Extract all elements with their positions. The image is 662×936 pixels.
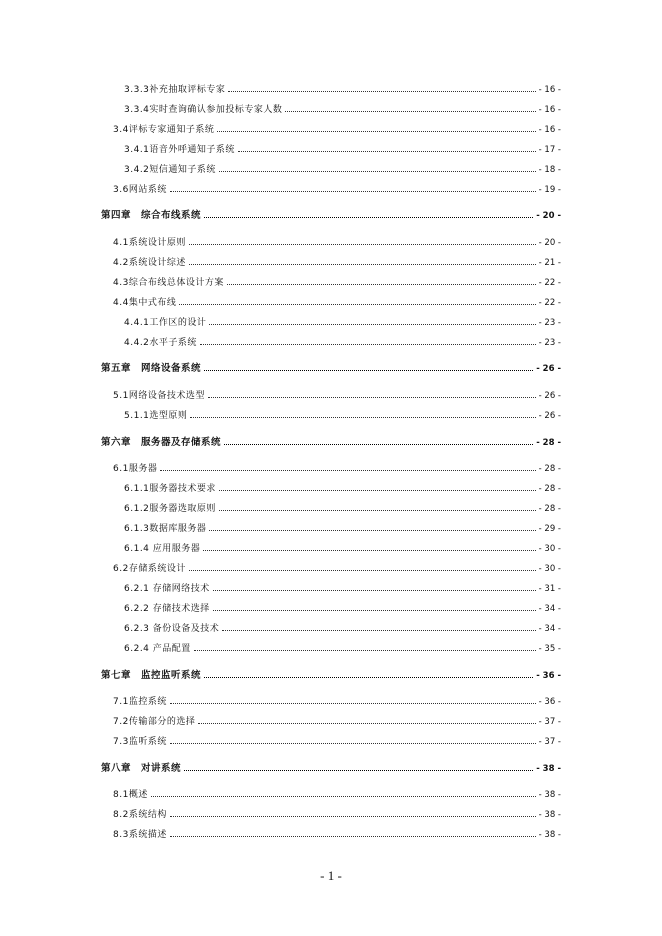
toc-entry[interactable] bbox=[113, 124, 561, 136]
dot-leader bbox=[238, 150, 536, 152]
toc-entry-label: 6.1.3数据库服务器 bbox=[124, 524, 207, 534]
toc-entry[interactable] bbox=[113, 184, 561, 196]
toc-entry-label: 3.3.3补充抽取评标专家 bbox=[124, 85, 226, 95]
toc-entry[interactable] bbox=[124, 623, 561, 635]
dot-leader bbox=[200, 343, 536, 345]
toc-entry-label: 3.3.4实时查询确认参加投标专家人数 bbox=[124, 105, 283, 115]
toc-entry-label: 3.6网站系统 bbox=[113, 185, 167, 195]
dot-leader bbox=[203, 549, 535, 551]
toc-entry-label: 6.2.4 产品配置 bbox=[124, 644, 191, 654]
toc-entry-label: 4.4.1工作区的设计 bbox=[124, 318, 207, 328]
dot-leader bbox=[219, 170, 536, 172]
dot-leader bbox=[179, 303, 535, 305]
toc-chapter-entry[interactable] bbox=[101, 670, 561, 682]
toc-entry-label: 3.4评标专家通知子系统 bbox=[113, 125, 215, 135]
toc-entry-label: 6.2.3 备份设备及技术 bbox=[124, 624, 220, 634]
toc-entry-page: - 18 - bbox=[538, 165, 561, 175]
dot-leader bbox=[217, 130, 535, 132]
toc-entry[interactable] bbox=[124, 583, 561, 595]
toc-entry-label: 第六章 服务器及存储系统 bbox=[101, 437, 222, 448]
toc-entry-page: - 28 - bbox=[536, 438, 561, 448]
toc-entry-page: - 20 - bbox=[536, 211, 561, 221]
toc-entry-label: 6.2存储系统设计 bbox=[113, 564, 186, 574]
toc-entry-page: - 20 - bbox=[538, 238, 561, 248]
toc-entry-page: - 16 - bbox=[538, 125, 561, 135]
dot-leader bbox=[189, 569, 536, 571]
toc-entry-label: 4.3综合布线总体设计方案 bbox=[113, 278, 224, 288]
toc-entry-page: - 37 - bbox=[538, 737, 561, 747]
toc-entry[interactable] bbox=[113, 696, 561, 708]
toc-entry[interactable] bbox=[124, 543, 561, 555]
toc-entry-label: 第七章 监控监听系统 bbox=[101, 670, 202, 681]
toc-entry-page: - 35 - bbox=[538, 644, 561, 654]
dot-leader bbox=[222, 629, 535, 631]
toc-entry-label: 6.2.2 存储技术选择 bbox=[124, 604, 210, 614]
toc-entry-page: - 34 - bbox=[538, 624, 561, 634]
dot-leader bbox=[285, 110, 535, 112]
toc-entry-label: 6.1.2服务器选取原则 bbox=[124, 504, 216, 514]
toc-entry[interactable] bbox=[124, 337, 561, 349]
dot-leader bbox=[224, 443, 533, 445]
dot-leader bbox=[170, 835, 536, 837]
toc-chapter-entry[interactable] bbox=[101, 437, 561, 449]
dot-leader bbox=[208, 396, 536, 398]
toc-entry-label: 3.4.1语音外呼通知子系统 bbox=[124, 145, 235, 155]
dot-leader bbox=[213, 589, 536, 591]
toc-entry-label: 5.1.1选型原则 bbox=[124, 411, 188, 421]
toc-entry-label: 8.3系统描述 bbox=[113, 830, 167, 840]
dot-leader bbox=[170, 190, 536, 192]
dot-leader bbox=[227, 283, 536, 285]
toc-entry-label: 4.2系统设计综述 bbox=[113, 258, 186, 268]
toc-entry-page: - 38 - bbox=[538, 830, 561, 840]
toc-entry-page: - 16 - bbox=[538, 105, 561, 115]
dot-leader bbox=[204, 369, 533, 371]
toc-entry[interactable] bbox=[113, 390, 561, 402]
toc-chapter-entry[interactable] bbox=[101, 363, 561, 375]
dot-leader bbox=[184, 769, 533, 771]
toc-entry-label: 第四章 综合布线系统 bbox=[101, 210, 202, 221]
dot-leader bbox=[219, 509, 536, 511]
dot-leader bbox=[209, 323, 535, 325]
toc-entry[interactable] bbox=[124, 410, 561, 422]
toc-entry-page: - 30 - bbox=[538, 544, 561, 554]
toc-entry[interactable] bbox=[124, 503, 561, 515]
toc-chapter-entry[interactable] bbox=[101, 763, 561, 775]
toc-entry-label: 6.1服务器 bbox=[113, 464, 158, 474]
toc-entry-page: - 38 - bbox=[536, 764, 561, 774]
toc-entry-page: - 23 - bbox=[538, 338, 561, 348]
toc-entry[interactable] bbox=[124, 483, 561, 495]
toc-entry[interactable] bbox=[113, 237, 561, 249]
toc-entry-page: - 36 - bbox=[536, 671, 561, 681]
dot-leader bbox=[204, 676, 533, 678]
dot-leader bbox=[194, 649, 536, 651]
toc-entry[interactable] bbox=[124, 144, 561, 156]
toc-entry-page: - 26 - bbox=[538, 391, 561, 401]
toc-entry-label: 7.2传输部分的选择 bbox=[113, 717, 196, 727]
toc-entry-page: - 38 - bbox=[538, 790, 561, 800]
toc-entry[interactable] bbox=[124, 603, 561, 615]
toc-entry[interactable] bbox=[113, 463, 561, 475]
toc-entry[interactable] bbox=[113, 563, 561, 575]
toc-entry[interactable] bbox=[113, 716, 561, 728]
toc-entry-page: - 16 - bbox=[538, 85, 561, 95]
page-number: - 1 - bbox=[320, 868, 342, 883]
dot-leader bbox=[204, 216, 533, 218]
toc-entry[interactable] bbox=[113, 809, 561, 821]
dot-leader bbox=[209, 529, 535, 531]
toc-entry-label: 6.1.4 应用服务器 bbox=[124, 544, 201, 554]
dot-leader bbox=[170, 742, 536, 744]
toc-entry-page: - 21 - bbox=[538, 258, 561, 268]
toc-entry-page: - 26 - bbox=[538, 411, 561, 421]
toc-entry[interactable] bbox=[124, 523, 561, 535]
dot-leader bbox=[198, 722, 535, 724]
toc-entry-page: - 30 - bbox=[538, 564, 561, 574]
toc-entry[interactable] bbox=[124, 317, 561, 329]
toc-entry[interactable] bbox=[124, 84, 561, 96]
toc-entry-page: - 34 - bbox=[538, 604, 561, 614]
toc-entry-label: 6.1.1服务器技术要求 bbox=[124, 484, 216, 494]
toc-entry-page: - 29 - bbox=[538, 524, 561, 534]
toc-entry-label: 6.2.1 存储网络技术 bbox=[124, 584, 210, 594]
toc-entry-page: - 19 - bbox=[538, 185, 561, 195]
toc-entry[interactable] bbox=[124, 643, 561, 655]
toc-entry-page: - 17 - bbox=[538, 145, 561, 155]
toc-entry-label: 7.3监听系统 bbox=[113, 737, 167, 747]
dot-leader bbox=[170, 815, 536, 817]
toc-entry-page: - 38 - bbox=[538, 810, 561, 820]
toc-entry[interactable] bbox=[113, 297, 561, 309]
toc-entry-label: 第五章 网络设备系统 bbox=[101, 363, 202, 374]
toc-entry-label: 8.1概述 bbox=[113, 790, 148, 800]
toc-entry-page: - 28 - bbox=[538, 484, 561, 494]
dot-leader bbox=[189, 263, 536, 265]
toc-entry-label: 4.4集中式布线 bbox=[113, 298, 177, 308]
toc-entry[interactable] bbox=[113, 829, 561, 841]
dot-leader bbox=[228, 90, 535, 92]
dot-leader bbox=[160, 469, 535, 471]
toc-entry-label: 5.1网络设备技术选型 bbox=[113, 391, 205, 401]
toc-chapter-entry[interactable] bbox=[101, 210, 561, 222]
dot-leader bbox=[151, 795, 536, 797]
toc-entry-label: 7.1监控系统 bbox=[113, 697, 167, 707]
toc-entry-page: - 31 - bbox=[538, 584, 561, 594]
toc-entry[interactable] bbox=[113, 736, 561, 748]
toc-entry-label: 第八章 对讲系统 bbox=[101, 763, 182, 774]
dot-leader bbox=[170, 702, 536, 704]
toc-entry-label: 8.2系统结构 bbox=[113, 810, 167, 820]
toc-entry-page: - 36 - bbox=[538, 697, 561, 707]
toc-entry[interactable] bbox=[113, 277, 561, 289]
dot-leader bbox=[213, 609, 536, 611]
toc-entry[interactable] bbox=[124, 164, 561, 176]
dot-leader bbox=[219, 489, 536, 491]
toc-entry-label: 4.1系统设计原则 bbox=[113, 238, 186, 248]
dot-leader bbox=[190, 416, 535, 418]
toc-entry[interactable] bbox=[124, 104, 561, 116]
toc-entry-page: - 28 - bbox=[538, 504, 561, 514]
toc-entry-page: - 28 - bbox=[538, 464, 561, 474]
toc-entry-page: - 22 - bbox=[538, 298, 561, 308]
toc-entry-page: - 23 - bbox=[538, 318, 561, 328]
toc-entry-page: - 22 - bbox=[538, 278, 561, 288]
toc-entry-label: 3.4.2短信通知子系统 bbox=[124, 165, 216, 175]
toc-entry[interactable] bbox=[113, 789, 561, 801]
toc-entry[interactable] bbox=[113, 257, 561, 269]
toc-entry-page: - 26 - bbox=[536, 364, 561, 374]
toc-entry-label: 4.4.2水平子系统 bbox=[124, 338, 197, 348]
dot-leader bbox=[189, 243, 536, 245]
toc-entry-page: - 37 - bbox=[538, 717, 561, 727]
